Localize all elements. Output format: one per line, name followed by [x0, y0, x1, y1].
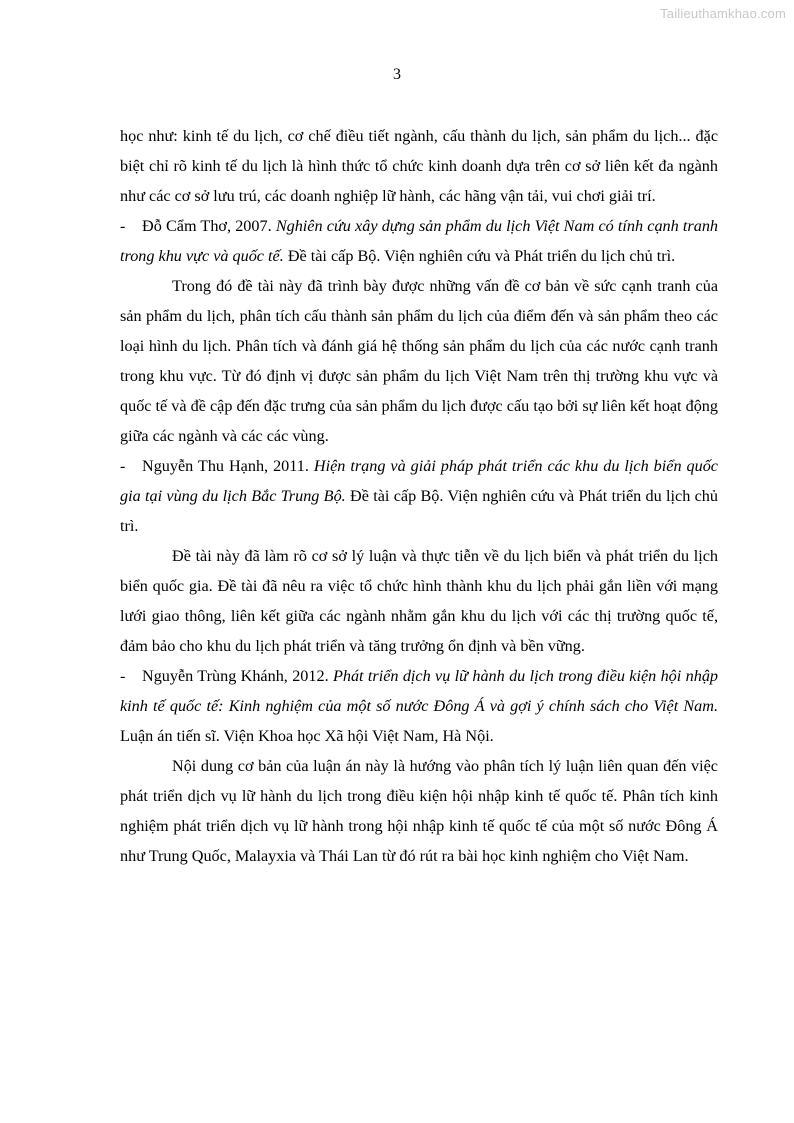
- list-dash: -: [120, 217, 126, 235]
- reference-author: Nguyễn Trùng Khánh, 2012.: [142, 667, 329, 685]
- list-dash: -: [120, 667, 126, 685]
- reference-title: Nghiên cứu xây dựng sản phẩm du lịch Việt Nam có tính cạnh tranh trong khu vực và quốc tế.: [120, 217, 719, 265]
- list-dash: -: [120, 457, 126, 475]
- reference-title: Phát triển dịch vụ lữ hành du lịch trong điều kiện hội nhập kinh tế quốc tế: Kinh nghiệm của một số nước Đông Á và gợi ý chính sách cho Việt Nam.: [120, 667, 719, 715]
- reference-title: Hiện trạng và giải pháp phát triển các khu du lịch biển quốc gia tại vùng du lịch Bắc Trung Bộ.: [120, 457, 718, 505]
- document-body: [120, 121, 718, 871]
- reference-item-2: [120, 451, 718, 541]
- watermark-text: Tailieuthamkhao.com: [660, 6, 786, 21]
- paragraph-ref3-summary: Nội dung cơ bản của luận án này là hướng vào phân tích lý luận liên quan đến việc phát triển dịch vụ lữ hành du lịch trong điều kiện hội nhập kinh tế quốc tế. Phân tích kinh nghiệm phát triển dịch vụ lữ hành trong hội nhập kinh tế quốc tế của một số nước Đông Á như Trung Quốc, Malayxia và Thái Lan từ đó rút ra bài học kinh nghiệm cho Việt Nam.: [120, 757, 718, 865]
- reference-author: Đỗ Cẩm Thơ, 2007.: [142, 217, 272, 235]
- reference-author: Nguyễn Thu Hạnh, 2011.: [142, 457, 309, 475]
- reference-details: Luận án tiến sĩ. Viện Khoa học Xã hội Việt Nam, Hà Nội.: [120, 727, 494, 745]
- reference-details: Đề tài cấp Bộ. Viện nghiên cứu và Phát triển du lịch chủ trì.: [120, 487, 718, 535]
- paragraph-ref1-summary: Trong đó đề tài này đã trình bày được những vấn đề cơ bản về sức cạnh tranh của sản phẩm du lịch, phân tích cấu thành sản phẩm du lịch của điểm đến và sản phẩm theo các loại hình du lịch. Phân tích và đánh giá hệ thống sản phẩm du lịch của các nước cạnh tranh trong khu vực. Từ đó định vị được sản phẩm du lịch Việt Nam trên thị trường khu vực và quốc tế và đề cập đến đặc trưng của sản phẩm du lịch được cấu tạo bởi sự liên kết hoạt động giữa các ngành và các các vùng.: [120, 277, 718, 445]
- page-number: 3: [393, 66, 401, 83]
- paragraph-ref2-summary: Đề tài này đã làm rõ cơ sở lý luận và thực tiễn về du lịch biển và phát triển du lịch biển quốc gia. Đề tài đã nêu ra việc tổ chức hình thành khu du lịch phải gắn liền với mạng lưới giao thông, liên kết giữa các ngành nhằm gắn khu du lịch với các thị trường quốc tế, đảm bảo cho khu du lịch phát triển và tăng trưởng ổn định và bền vững.: [120, 547, 718, 655]
- paragraph-intro-continuation: học như: kinh tế du lịch, cơ chế điều tiết ngành, cấu thành du lịch, sản phẩm du lịch... đặc biệt chỉ rõ kinh tế du lịch là hình thức tổ chức kinh doanh dựa trên cơ sở liên kết đa ngành như các cơ sở lưu trú, các doanh nghiệp lữ hành, các hãng vận tải, vui chơi giải trí.: [120, 127, 718, 205]
- reference-item-3: [120, 661, 718, 751]
- reference-item-1: [120, 211, 718, 271]
- reference-details: Đề tài cấp Bộ. Viện nghiên cứu và Phát triển du lịch chủ trì.: [287, 247, 676, 265]
